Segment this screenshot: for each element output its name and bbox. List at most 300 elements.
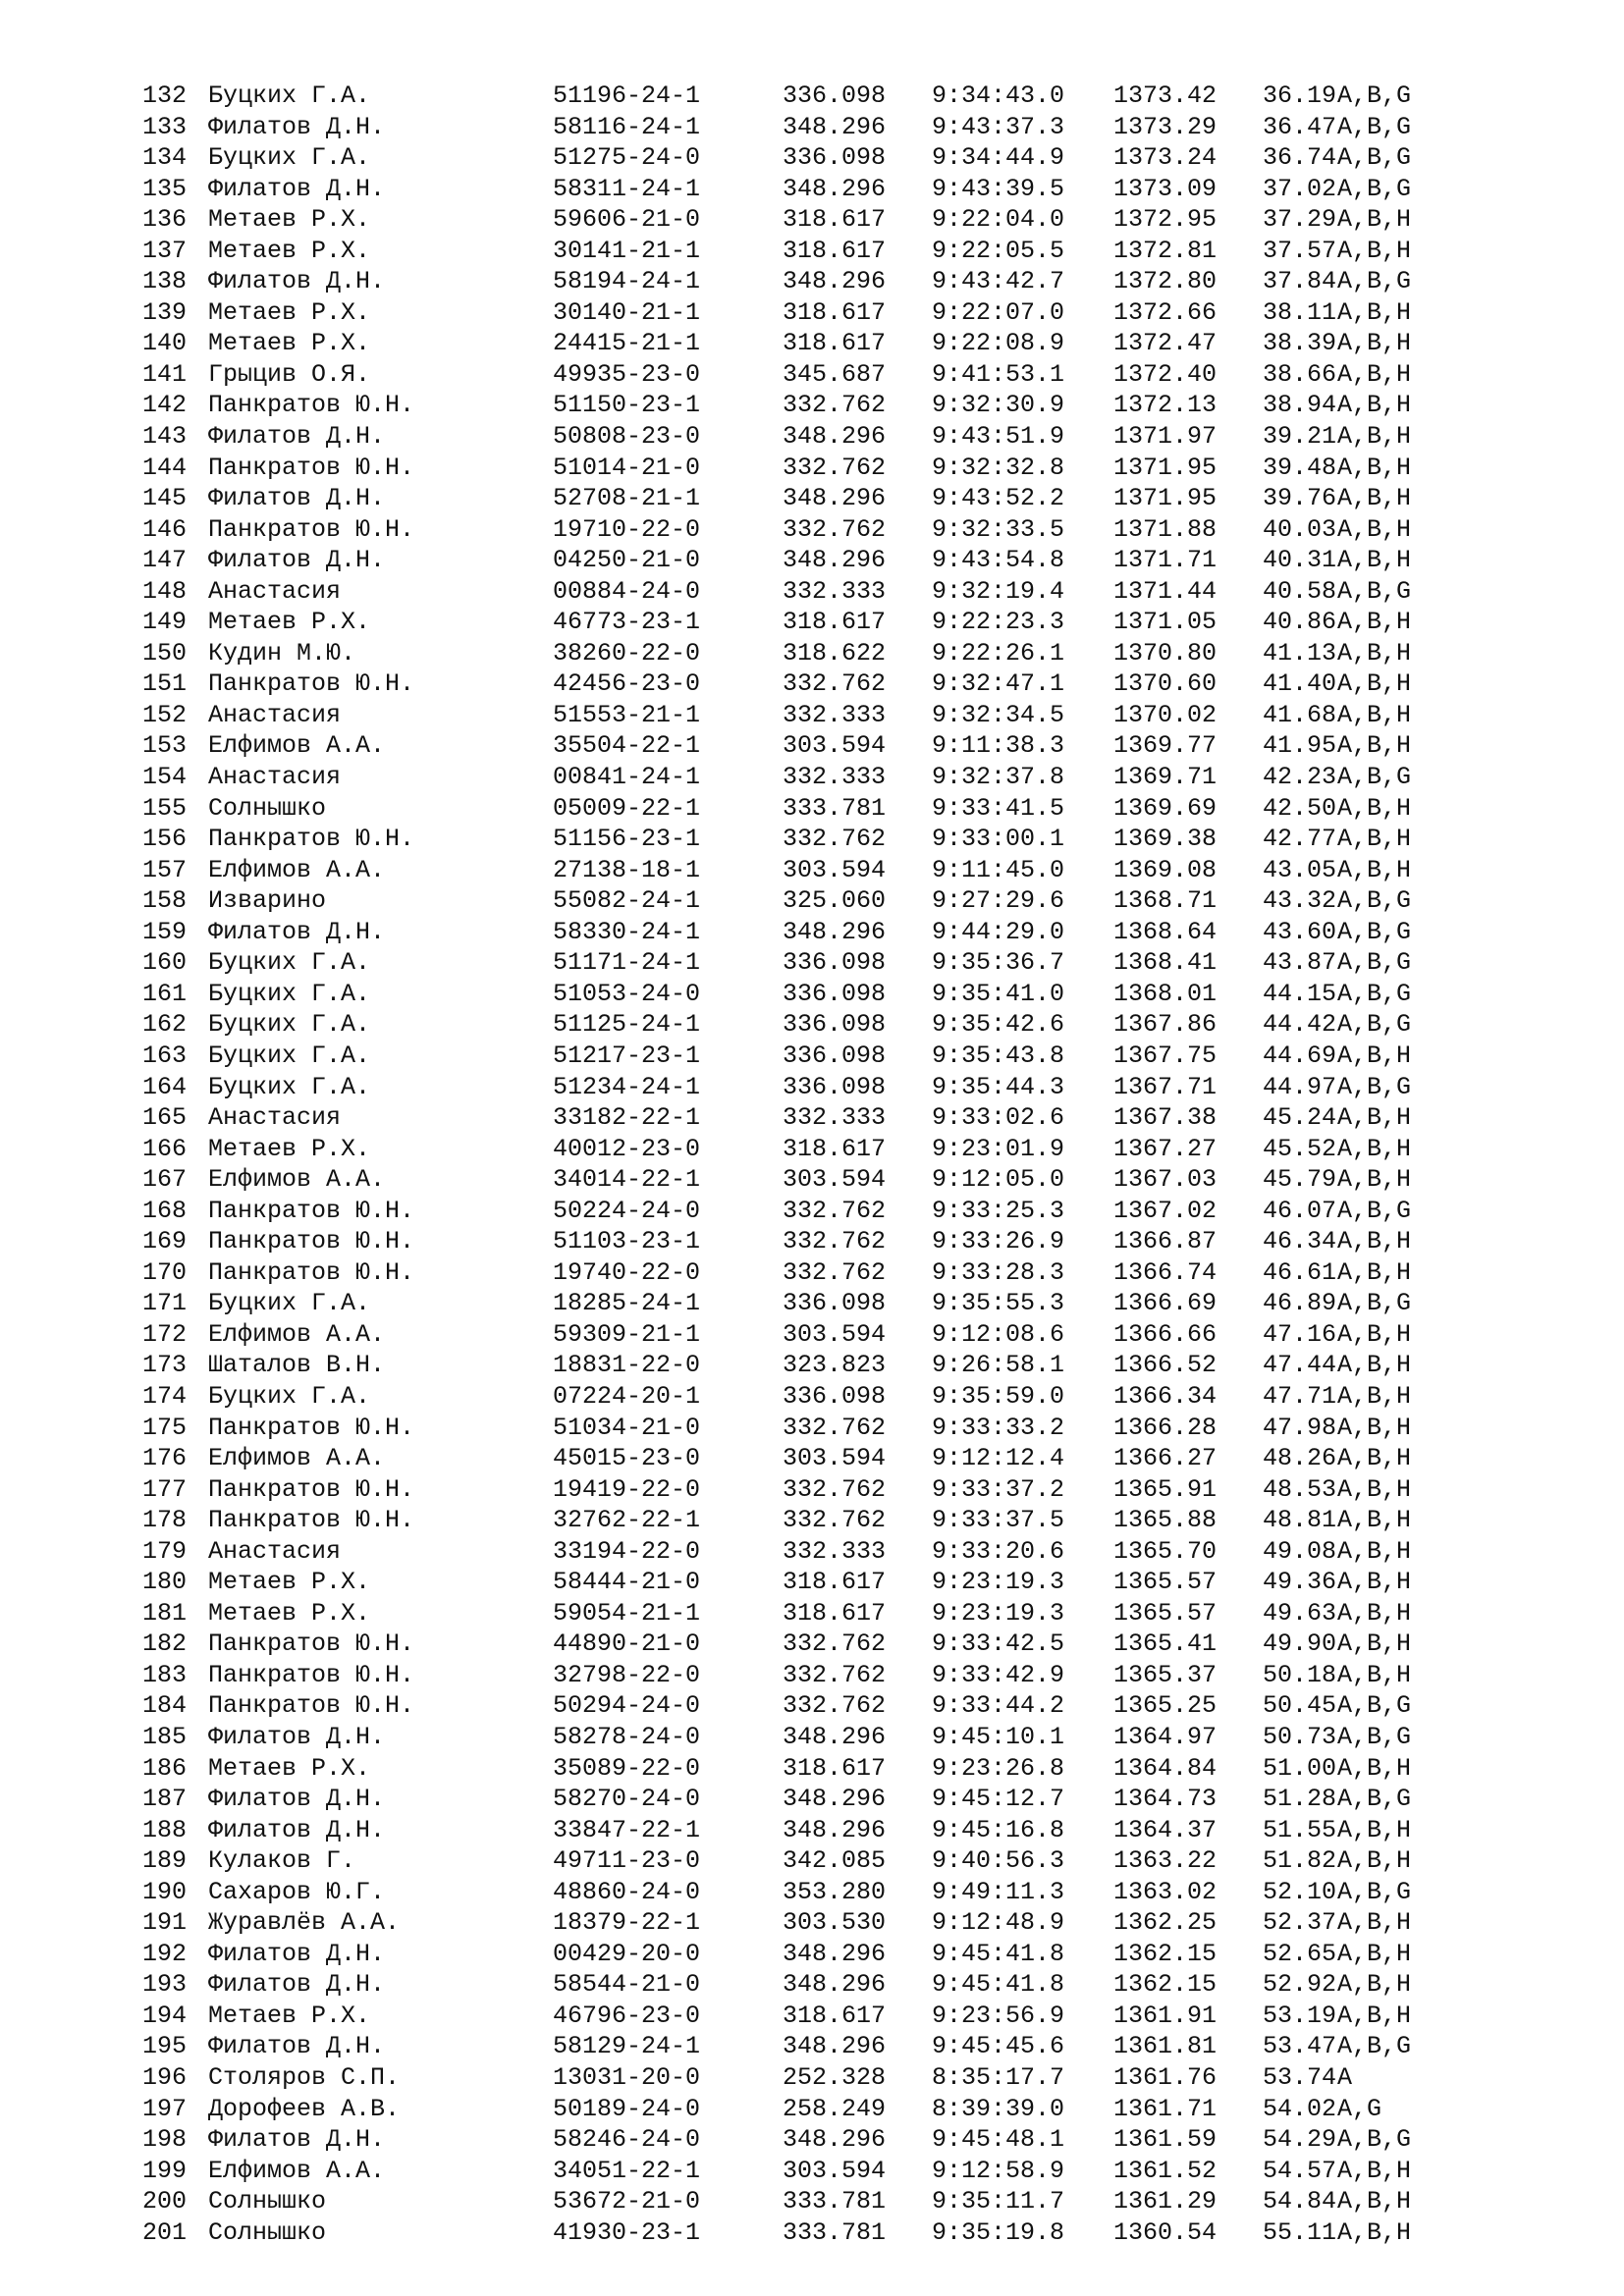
arrival-time: 9:22:26.1 [932, 638, 1065, 667]
arrival-time: 9:43:37.3 [932, 112, 1065, 141]
arrival-time: 9:41:53.1 [932, 359, 1065, 389]
table-row [142, 1072, 1517, 1103]
arrival-time: 9:43:42.7 [932, 267, 1065, 296]
coefficient: 54.57 [1263, 2156, 1337, 2185]
speed: 1361.81 [1113, 2032, 1218, 2061]
arrival-time: 9:35:36.7 [932, 948, 1065, 978]
class-codes: A,B,H [1337, 1629, 1412, 1659]
table-row [142, 1629, 1517, 1660]
class-codes: A,B,G [1337, 1010, 1412, 1040]
class-codes: A,B,G [1337, 81, 1412, 110]
distance: 332.333 [783, 1536, 887, 1566]
ring-number: 32762-22-1 [553, 1506, 701, 1535]
arrival-time: 8:39:39.0 [932, 2094, 1065, 2123]
coefficient: 38.39 [1263, 329, 1337, 358]
ring-number: 27138-18-1 [553, 855, 701, 884]
distance: 348.296 [783, 2032, 887, 2061]
arrival-time: 9:23:19.3 [932, 1598, 1065, 1628]
speed: 1372.47 [1113, 329, 1218, 358]
class-codes: A,B,H [1337, 855, 1412, 884]
arrival-time: 9:43:39.5 [932, 174, 1065, 203]
ring-number: 18379-22-1 [553, 1908, 701, 1938]
fancier-name: Солнышко [208, 793, 327, 823]
class-codes: A,B,H [1337, 2217, 1412, 2247]
class-codes: A,B,H [1337, 1351, 1412, 1380]
table-row [142, 1196, 1517, 1227]
coefficient: 52.37 [1263, 1908, 1337, 1938]
place-number: 187 [142, 1785, 188, 1814]
class-codes: A,B,H [1337, 1939, 1412, 1968]
class-codes: A [1337, 2063, 1353, 2092]
fancier-name: Елфимов А.А. [208, 2156, 386, 2185]
fancier-name: Филатов Д.Н. [208, 1939, 386, 1968]
class-codes: A,B,H [1337, 1413, 1412, 1442]
class-codes: A,B,H [1337, 422, 1412, 452]
arrival-time: 9:45:41.8 [932, 1939, 1065, 1968]
class-codes: A,B,H [1337, 1908, 1412, 1938]
fancier-name: Изварино [208, 886, 327, 916]
place-number: 183 [142, 1660, 188, 1689]
arrival-time: 9:43:51.9 [932, 422, 1065, 452]
place-number: 142 [142, 391, 188, 420]
distance: 318.617 [783, 1134, 887, 1163]
distance: 336.098 [783, 1010, 887, 1040]
class-codes: A,B,G [1337, 1785, 1412, 1814]
table-row [142, 483, 1517, 514]
table-row [142, 1102, 1517, 1134]
class-codes: A,B,H [1337, 669, 1412, 699]
speed: 1367.86 [1113, 1010, 1218, 1040]
coefficient: 42.23 [1263, 763, 1337, 792]
fancier-name: Панкратов Ю.Н. [208, 1691, 415, 1721]
coefficient: 38.11 [1263, 297, 1337, 327]
place-number: 158 [142, 886, 188, 916]
arrival-time: 9:11:45.0 [932, 855, 1065, 884]
fancier-name: Кудин М.Ю. [208, 638, 356, 667]
place-number: 197 [142, 2094, 188, 2123]
distance: 318.617 [783, 297, 887, 327]
table-row [142, 390, 1517, 421]
ring-number: 48860-24-0 [553, 1877, 701, 1906]
distance: 332.333 [783, 1103, 887, 1133]
table-row [142, 1939, 1517, 1970]
ring-number: 58246-24-0 [553, 2125, 701, 2155]
results-table [142, 80, 1517, 2248]
speed: 1362.25 [1113, 1908, 1218, 1938]
ring-number: 00884-24-0 [553, 576, 701, 606]
table-row [142, 607, 1517, 638]
table-row [142, 2156, 1517, 2187]
class-codes: A,B,H [1337, 608, 1412, 637]
speed: 1361.76 [1113, 2063, 1218, 2092]
distance: 332.333 [783, 763, 887, 792]
arrival-time: 9:35:59.0 [932, 1381, 1065, 1411]
arrival-time: 9:33:25.3 [932, 1196, 1065, 1225]
place-number: 167 [142, 1165, 188, 1195]
arrival-time: 9:34:43.0 [932, 81, 1065, 110]
distance: 348.296 [783, 1785, 887, 1814]
coefficient: 37.02 [1263, 174, 1337, 203]
speed: 1365.41 [1113, 1629, 1218, 1659]
fancier-name: Метаев Р.Х. [208, 205, 371, 235]
arrival-time: 9:45:16.8 [932, 1815, 1065, 1844]
speed: 1370.02 [1113, 700, 1218, 729]
distance: 303.594 [783, 1319, 887, 1349]
fancier-name: Метаев Р.Х. [208, 297, 371, 327]
arrival-time: 9:43:52.2 [932, 484, 1065, 513]
class-codes: A,B,G [1337, 1289, 1412, 1318]
fancier-name: Анастасия [208, 576, 342, 606]
ring-number: 45015-23-0 [553, 1444, 701, 1473]
coefficient: 53.19 [1263, 2001, 1337, 2030]
table-row [142, 762, 1517, 793]
place-number: 194 [142, 2001, 188, 2030]
coefficient: 40.31 [1263, 546, 1337, 575]
coefficient: 49.63 [1263, 1598, 1337, 1628]
ring-number: 51150-23-1 [553, 391, 701, 420]
arrival-time: 9:35:41.0 [932, 979, 1065, 1008]
coefficient: 44.69 [1263, 1041, 1337, 1070]
table-row [142, 1845, 1517, 1877]
coefficient: 52.10 [1263, 1877, 1337, 1906]
speed: 1369.38 [1113, 825, 1218, 854]
table-row [142, 204, 1517, 236]
speed: 1362.15 [1113, 1970, 1218, 2000]
place-number: 137 [142, 236, 188, 265]
fancier-name: Елфимов А.А. [208, 1444, 386, 1473]
arrival-time: 9:49:11.3 [932, 1877, 1065, 1906]
class-codes: A,B,H [1337, 205, 1412, 235]
coefficient: 52.65 [1263, 1939, 1337, 1968]
distance: 332.762 [783, 1413, 887, 1442]
place-number: 193 [142, 1970, 188, 2000]
class-codes: A,B,H [1337, 514, 1412, 544]
ring-number: 59054-21-1 [553, 1598, 701, 1628]
speed: 1371.95 [1113, 484, 1218, 513]
coefficient: 47.98 [1263, 1413, 1337, 1442]
coefficient: 38.66 [1263, 359, 1337, 389]
speed: 1369.08 [1113, 855, 1218, 884]
fancier-name: Журавлёв А.А. [208, 1908, 401, 1938]
speed: 1367.71 [1113, 1072, 1218, 1101]
distance: 336.098 [783, 1381, 887, 1411]
class-codes: A,B,H [1337, 1970, 1412, 2000]
place-number: 173 [142, 1351, 188, 1380]
class-codes: A,B,G [1337, 1072, 1412, 1101]
place-number: 201 [142, 2217, 188, 2247]
class-codes: A,B,G [1337, 886, 1412, 916]
distance: 336.098 [783, 1289, 887, 1318]
place-number: 157 [142, 855, 188, 884]
place-number: 176 [142, 1444, 188, 1473]
table-row [142, 1505, 1517, 1536]
arrival-time: 9:35:43.8 [932, 1041, 1065, 1070]
table-row [142, 855, 1517, 886]
fancier-name: Столяров С.П. [208, 2063, 401, 2092]
place-number: 135 [142, 174, 188, 203]
speed: 1373.29 [1113, 112, 1218, 141]
distance: 318.622 [783, 638, 887, 667]
fancier-name: Анастасия [208, 1103, 342, 1133]
fancier-name: Сахаров Ю.Г. [208, 1877, 386, 1906]
place-number: 189 [142, 1846, 188, 1876]
table-row [142, 885, 1517, 917]
speed: 1370.80 [1113, 638, 1218, 667]
fancier-name: Метаев Р.Х. [208, 2001, 371, 2030]
table-row [142, 793, 1517, 825]
distance: 332.762 [783, 1474, 887, 1504]
class-codes: A,B,H [1337, 1041, 1412, 1070]
place-number: 185 [142, 1722, 188, 1751]
speed: 1372.40 [1113, 359, 1218, 389]
distance: 336.098 [783, 81, 887, 110]
speed: 1366.69 [1113, 1289, 1218, 1318]
ring-number: 19419-22-0 [553, 1474, 701, 1504]
distance: 348.296 [783, 484, 887, 513]
distance: 332.333 [783, 700, 887, 729]
place-number: 155 [142, 793, 188, 823]
fancier-name: Панкратов Ю.Н. [208, 453, 415, 482]
arrival-time: 9:32:47.1 [932, 669, 1065, 699]
distance: 258.249 [783, 2094, 887, 2123]
ring-number: 58116-24-1 [553, 112, 701, 141]
distance: 348.296 [783, 1939, 887, 1968]
coefficient: 47.44 [1263, 1351, 1337, 1380]
speed: 1363.02 [1113, 1877, 1218, 1906]
speed: 1366.27 [1113, 1444, 1218, 1473]
table-row [142, 2001, 1517, 2032]
fancier-name: Буцких Г.А. [208, 1010, 371, 1040]
coefficient: 42.77 [1263, 825, 1337, 854]
arrival-time: 9:35:55.3 [932, 1289, 1065, 1318]
place-number: 160 [142, 948, 188, 978]
coefficient: 41.13 [1263, 638, 1337, 667]
table-row [142, 576, 1517, 608]
class-codes: A,B,H [1337, 1381, 1412, 1411]
arrival-time: 9:32:34.5 [932, 700, 1065, 729]
arrival-time: 9:32:32.8 [932, 453, 1065, 482]
coefficient: 45.24 [1263, 1103, 1337, 1133]
ring-number: 49935-23-0 [553, 359, 701, 389]
speed: 1367.38 [1113, 1103, 1218, 1133]
table-row [142, 1598, 1517, 1629]
table-row [142, 917, 1517, 948]
table-row [142, 2124, 1517, 2156]
fancier-name: Грыцив О.Я. [208, 359, 371, 389]
fancier-name: Метаев Р.Х. [208, 329, 371, 358]
fancier-name: Панкратов Ю.Н. [208, 1629, 415, 1659]
distance: 348.296 [783, 112, 887, 141]
class-codes: A,B,H [1337, 1134, 1412, 1163]
place-number: 141 [142, 359, 188, 389]
place-number: 191 [142, 1908, 188, 1938]
arrival-time: 9:45:48.1 [932, 2125, 1065, 2155]
speed: 1360.54 [1113, 2217, 1218, 2247]
place-number: 132 [142, 81, 188, 110]
fancier-name: Филатов Д.Н. [208, 174, 386, 203]
coefficient: 53.47 [1263, 2032, 1337, 2061]
distance: 348.296 [783, 1815, 887, 1844]
speed: 1371.97 [1113, 422, 1218, 452]
table-row [142, 1443, 1517, 1474]
arrival-time: 9:33:02.6 [932, 1103, 1065, 1133]
class-codes: A,B,G [1337, 917, 1412, 946]
fancier-name: Буцких Г.А. [208, 979, 371, 1008]
speed: 1366.52 [1113, 1351, 1218, 1380]
ring-number: 51553-21-1 [553, 700, 701, 729]
table-row [142, 1784, 1517, 1815]
table-row [142, 1567, 1517, 1598]
fancier-name: Филатов Д.Н. [208, 1785, 386, 1814]
fancier-name: Метаев Р.Х. [208, 1598, 371, 1628]
class-codes: A,B,H [1337, 731, 1412, 761]
class-codes: A,B,H [1337, 1536, 1412, 1566]
class-codes: A,B,G [1337, 948, 1412, 978]
table-row [142, 638, 1517, 669]
coefficient: 40.58 [1263, 576, 1337, 606]
fancier-name: Филатов Д.Н. [208, 484, 386, 513]
place-number: 147 [142, 546, 188, 575]
speed: 1367.27 [1113, 1134, 1218, 1163]
distance: 348.296 [783, 917, 887, 946]
arrival-time: 9:35:11.7 [932, 2187, 1065, 2216]
ring-number: 51103-23-1 [553, 1227, 701, 1256]
place-number: 163 [142, 1041, 188, 1070]
arrival-time: 9:26:58.1 [932, 1351, 1065, 1380]
arrival-time: 9:33:37.2 [932, 1474, 1065, 1504]
coefficient: 48.81 [1263, 1506, 1337, 1535]
fancier-name: Филатов Д.Н. [208, 267, 386, 296]
table-row [142, 1041, 1517, 1072]
table-row [142, 2186, 1517, 2217]
table-row [142, 979, 1517, 1010]
arrival-time: 9:40:56.3 [932, 1846, 1065, 1876]
table-row [142, 1753, 1517, 1785]
arrival-time: 9:33:44.2 [932, 1691, 1065, 1721]
speed: 1368.71 [1113, 886, 1218, 916]
distance: 348.296 [783, 1970, 887, 2000]
fancier-name: Кулаков Г. [208, 1846, 356, 1876]
distance: 252.328 [783, 2063, 887, 2092]
speed: 1368.01 [1113, 979, 1218, 1008]
class-codes: A,B,G [1337, 1691, 1412, 1721]
place-number: 174 [142, 1381, 188, 1411]
class-codes: A,B,G [1337, 143, 1412, 173]
ring-number: 58311-24-1 [553, 174, 701, 203]
fancier-name: Анастасия [208, 763, 342, 792]
distance: 318.617 [783, 236, 887, 265]
speed: 1366.34 [1113, 1381, 1218, 1411]
speed: 1366.66 [1113, 1319, 1218, 1349]
table-row [142, 824, 1517, 855]
distance: 336.098 [783, 143, 887, 173]
speed: 1371.88 [1113, 514, 1218, 544]
table-row [142, 1288, 1517, 1319]
place-number: 170 [142, 1257, 188, 1287]
distance: 345.687 [783, 359, 887, 389]
distance: 333.781 [783, 793, 887, 823]
ring-number: 00429-20-0 [553, 1939, 701, 1968]
coefficient: 46.61 [1263, 1257, 1337, 1287]
ring-number: 05009-22-1 [553, 793, 701, 823]
class-codes: A,B,H [1337, 1506, 1412, 1535]
coefficient: 47.71 [1263, 1381, 1337, 1411]
distance: 332.762 [783, 453, 887, 482]
distance: 303.594 [783, 731, 887, 761]
place-number: 156 [142, 825, 188, 854]
fancier-name: Шаталов В.Н. [208, 1351, 386, 1380]
fancier-name: Панкратов Ю.Н. [208, 825, 415, 854]
place-number: 151 [142, 669, 188, 699]
coefficient: 40.86 [1263, 608, 1337, 637]
speed: 1373.42 [1113, 81, 1218, 110]
fancier-name: Филатов Д.Н. [208, 1970, 386, 2000]
distance: 336.098 [783, 979, 887, 1008]
distance: 332.762 [783, 669, 887, 699]
class-codes: A,B,G [1337, 174, 1412, 203]
distance: 303.594 [783, 2156, 887, 2185]
table-row [142, 514, 1517, 546]
speed: 1361.29 [1113, 2187, 1218, 2216]
class-codes: A,B,H [1337, 1660, 1412, 1689]
coefficient: 36.47 [1263, 112, 1337, 141]
place-number: 140 [142, 329, 188, 358]
distance: 318.617 [783, 2001, 887, 2030]
speed: 1361.52 [1113, 2156, 1218, 2185]
place-number: 150 [142, 638, 188, 667]
coefficient: 37.84 [1263, 267, 1337, 296]
fancier-name: Буцких Г.А. [208, 1072, 371, 1101]
ring-number: 32798-22-0 [553, 1660, 701, 1689]
distance: 348.296 [783, 546, 887, 575]
ring-number: 51171-24-1 [553, 948, 701, 978]
place-number: 145 [142, 484, 188, 513]
distance: 303.594 [783, 1444, 887, 1473]
class-codes: A,B,H [1337, 1227, 1412, 1256]
speed: 1365.37 [1113, 1660, 1218, 1689]
table-row [142, 1257, 1517, 1289]
fancier-name: Буцких Г.А. [208, 143, 371, 173]
table-row [142, 730, 1517, 762]
coefficient: 43.60 [1263, 917, 1337, 946]
ring-number: 07224-20-1 [553, 1381, 701, 1411]
place-number: 175 [142, 1413, 188, 1442]
speed: 1365.70 [1113, 1536, 1218, 1566]
coefficient: 43.05 [1263, 855, 1337, 884]
distance: 348.296 [783, 1722, 887, 1751]
class-codes: A,B,H [1337, 329, 1412, 358]
ring-number: 19710-22-0 [553, 514, 701, 544]
arrival-time: 9:33:41.5 [932, 793, 1065, 823]
place-number: 136 [142, 205, 188, 235]
arrival-time: 8:35:17.7 [932, 2063, 1065, 2092]
fancier-name: Елфимов А.А. [208, 1165, 386, 1195]
arrival-time: 9:45:10.1 [932, 1722, 1065, 1751]
coefficient: 55.11 [1263, 2217, 1337, 2247]
place-number: 192 [142, 1939, 188, 1968]
place-number: 134 [142, 143, 188, 173]
speed: 1371.44 [1113, 576, 1218, 606]
class-codes: A,B,G [1337, 112, 1412, 141]
ring-number: 42456-23-0 [553, 669, 701, 699]
place-number: 199 [142, 2156, 188, 2185]
speed: 1370.60 [1113, 669, 1218, 699]
speed: 1364.84 [1113, 1753, 1218, 1783]
table-row [142, 1381, 1517, 1413]
fancier-name: Буцких Г.А. [208, 948, 371, 978]
ring-number: 44890-21-0 [553, 1629, 701, 1659]
fancier-name: Панкратов Ю.Н. [208, 1474, 415, 1504]
